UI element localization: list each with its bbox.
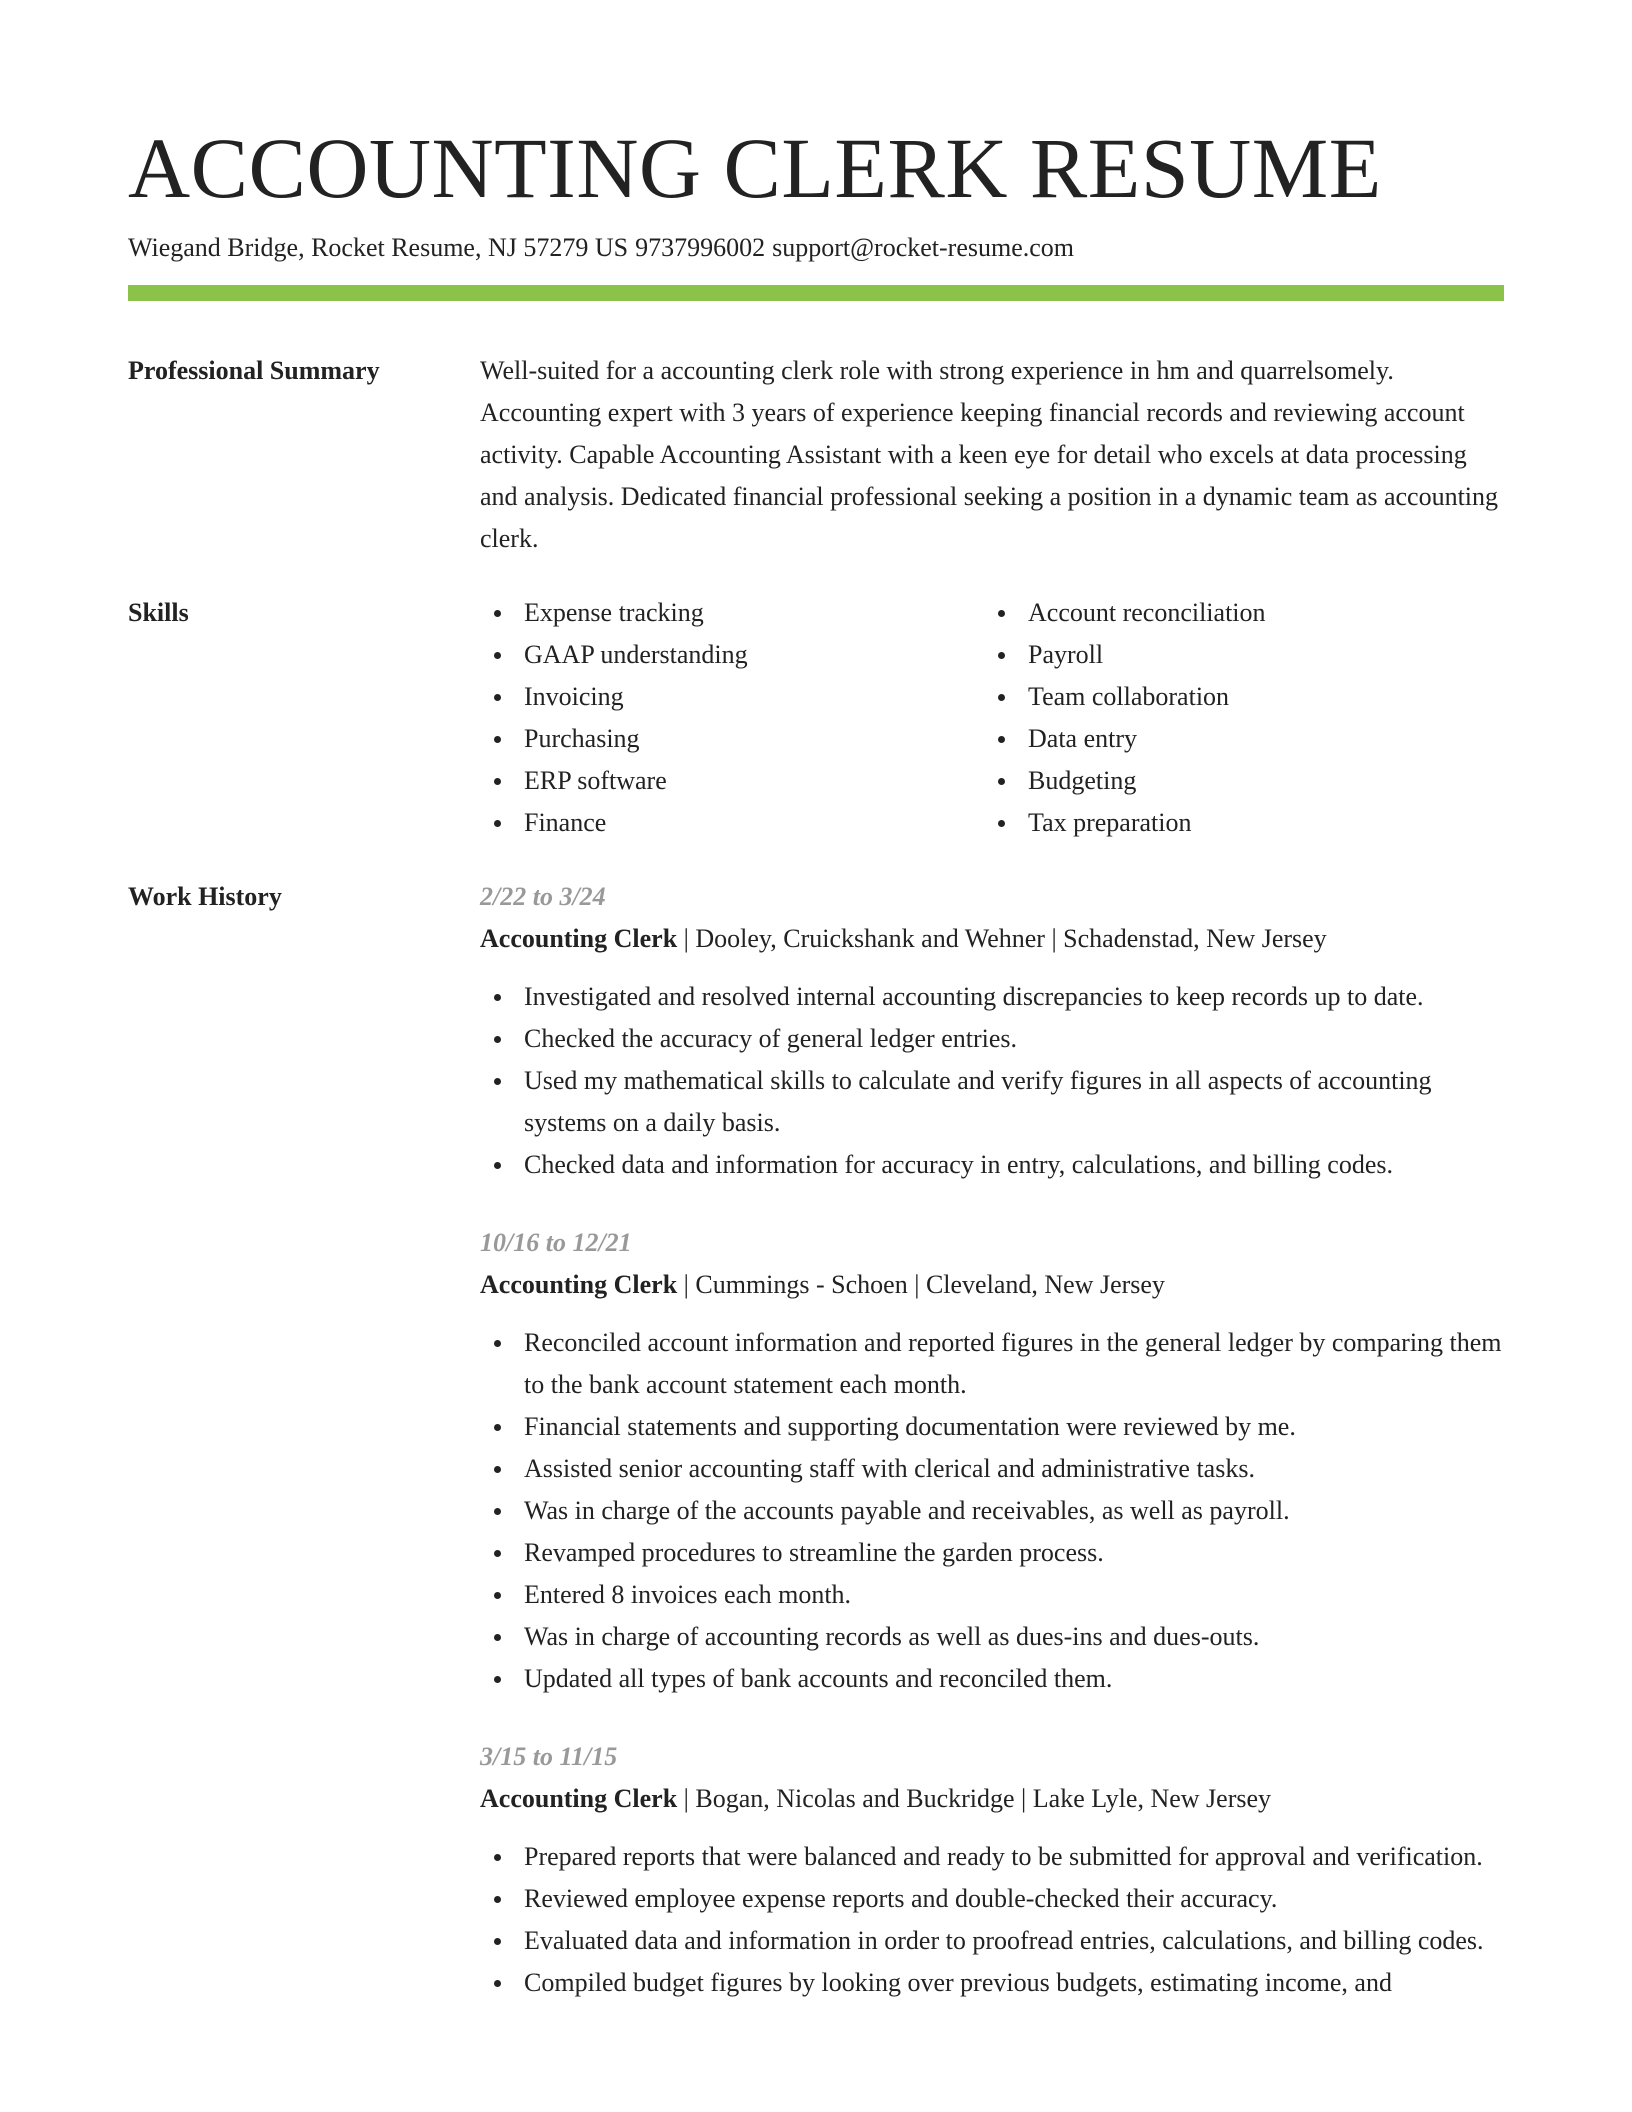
- job-location: Lake Lyle, New Jersey: [1032, 1784, 1272, 1813]
- skill-item: Purchasing: [480, 718, 984, 760]
- skill-item: GAAP understanding: [480, 634, 984, 676]
- work-history-body: [480, 876, 1504, 2040]
- summary-body: [480, 350, 1504, 560]
- job-company: Cummings - Schoen: [695, 1270, 908, 1299]
- summary-heading: Professional Summary: [128, 356, 380, 385]
- job-company: Bogan, Nicolas and Buckridge: [695, 1784, 1015, 1813]
- job-separator: |: [683, 1784, 689, 1813]
- job-bullet: Evaluated data and information in order to proofread entries, calculations, and billing codes.: [480, 1920, 1504, 1962]
- job-separator: |: [1051, 924, 1057, 953]
- job-dates: 3/15 to 11/15: [480, 1742, 618, 1771]
- job-bullet: Reviewed employee expense reports and double-checked their accuracy.: [480, 1878, 1504, 1920]
- skill-item: Data entry: [984, 718, 1488, 760]
- job-bullets: [480, 976, 1504, 1186]
- accent-divider: [128, 285, 1504, 301]
- skill-item: Tax preparation: [984, 802, 1488, 844]
- skill-item: Account reconciliation: [984, 592, 1488, 634]
- work-history-section: [128, 876, 1504, 2112]
- job-bullet: Updated all types of bank accounts and reconciled them.: [480, 1658, 1504, 1700]
- job-bullet: Assisted senior accounting staff with clerical and administrative tasks.: [480, 1448, 1504, 1490]
- skills-list-left: [480, 592, 984, 844]
- job-location: Cleveland, New Jersey: [925, 1270, 1165, 1299]
- skills-list-right: [984, 592, 1488, 844]
- job-bullet: Was in charge of accounting records as well as dues-ins and dues-outs.: [480, 1616, 1504, 1658]
- contact-address: Wiegand Bridge, Rocket Resume, NJ 57279 US: [128, 233, 629, 262]
- job-bullet: Entered 8 invoices each month.: [480, 1574, 1504, 1616]
- skills-section: [128, 592, 1504, 852]
- job-header: [480, 918, 1504, 960]
- job-bullet: Revamped procedures to streamline the garden process.: [480, 1532, 1504, 1574]
- job-separator: |: [683, 924, 689, 953]
- resume-title: ACCOUNTING CLERK RESUME: [128, 120, 1382, 216]
- skill-item: Budgeting: [984, 760, 1488, 802]
- job-bullet: Checked the accuracy of general ledger entries.: [480, 1018, 1504, 1060]
- skill-item: Payroll: [984, 634, 1488, 676]
- job-location: Schadenstad, New Jersey: [1063, 924, 1327, 953]
- contact-email: support@rocket-resume.com: [772, 233, 1075, 262]
- job-bullet: Reconciled account information and reported figures in the general ledger by comparing them to the bank account statement each month.: [480, 1322, 1504, 1406]
- job-header: [480, 1264, 1504, 1306]
- job-dates: 10/16 to 12/21: [480, 1228, 632, 1257]
- skill-item: Invoicing: [480, 676, 984, 718]
- job-bullets: [480, 1322, 1504, 1700]
- summary-section: [128, 350, 1504, 553]
- job-company: Dooley, Cruickshank and Wehner: [695, 924, 1045, 953]
- summary-text: Well-suited for a accounting clerk role with strong experience in hm and quarrelsomely. Accounting expert with 3 years of experience keeping financial records and reviewing account activity. Capable Accounting Assistant with a keen eye for detail who excels at data processing and analysis. Dedicated financial professional seeking a position in a dynamic team as accounting clerk.: [480, 356, 1499, 553]
- job-separator: |: [914, 1270, 920, 1299]
- job-header: [480, 1778, 1504, 1820]
- skill-item: Finance: [480, 802, 984, 844]
- job-entry: [480, 1736, 1504, 2004]
- job-dates: 2/22 to 3/24: [480, 882, 606, 911]
- job-separator: |: [683, 1270, 689, 1299]
- skills-grid: [480, 592, 1504, 844]
- contact-line: [128, 230, 1074, 266]
- job-title: Accounting Clerk: [480, 1270, 678, 1299]
- job-bullet: Was in charge of the accounts payable and receivables, as well as payroll.: [480, 1490, 1504, 1532]
- job-title: Accounting Clerk: [480, 1784, 678, 1813]
- job-bullet: Financial statements and supporting documentation were reviewed by me.: [480, 1406, 1504, 1448]
- job-bullets: [480, 1836, 1504, 2004]
- skill-item: Team collaboration: [984, 676, 1488, 718]
- job-bullet: Compiled budget figures by looking over previous budgets, estimating income, and: [480, 1962, 1504, 2004]
- contact-phone: 9737996002: [635, 233, 766, 262]
- job-title: Accounting Clerk: [480, 924, 678, 953]
- job-bullet: Used my mathematical skills to calculate and verify figures in all aspects of accounting systems on a daily basis.: [480, 1060, 1504, 1144]
- job-bullet: Checked data and information for accuracy in entry, calculations, and billing codes.: [480, 1144, 1504, 1186]
- job-bullet: Prepared reports that were balanced and ready to be submitted for approval and verification.: [480, 1836, 1504, 1878]
- work-history-heading: Work History: [128, 882, 282, 911]
- job-separator: |: [1021, 1784, 1027, 1813]
- job-entry: [480, 1222, 1504, 1700]
- job-bullet: Investigated and resolved internal accounting discrepancies to keep records up to date.: [480, 976, 1504, 1018]
- job-entry: [480, 876, 1504, 1186]
- skill-item: ERP software: [480, 760, 984, 802]
- skill-item: Expense tracking: [480, 592, 984, 634]
- skills-heading: Skills: [128, 598, 189, 627]
